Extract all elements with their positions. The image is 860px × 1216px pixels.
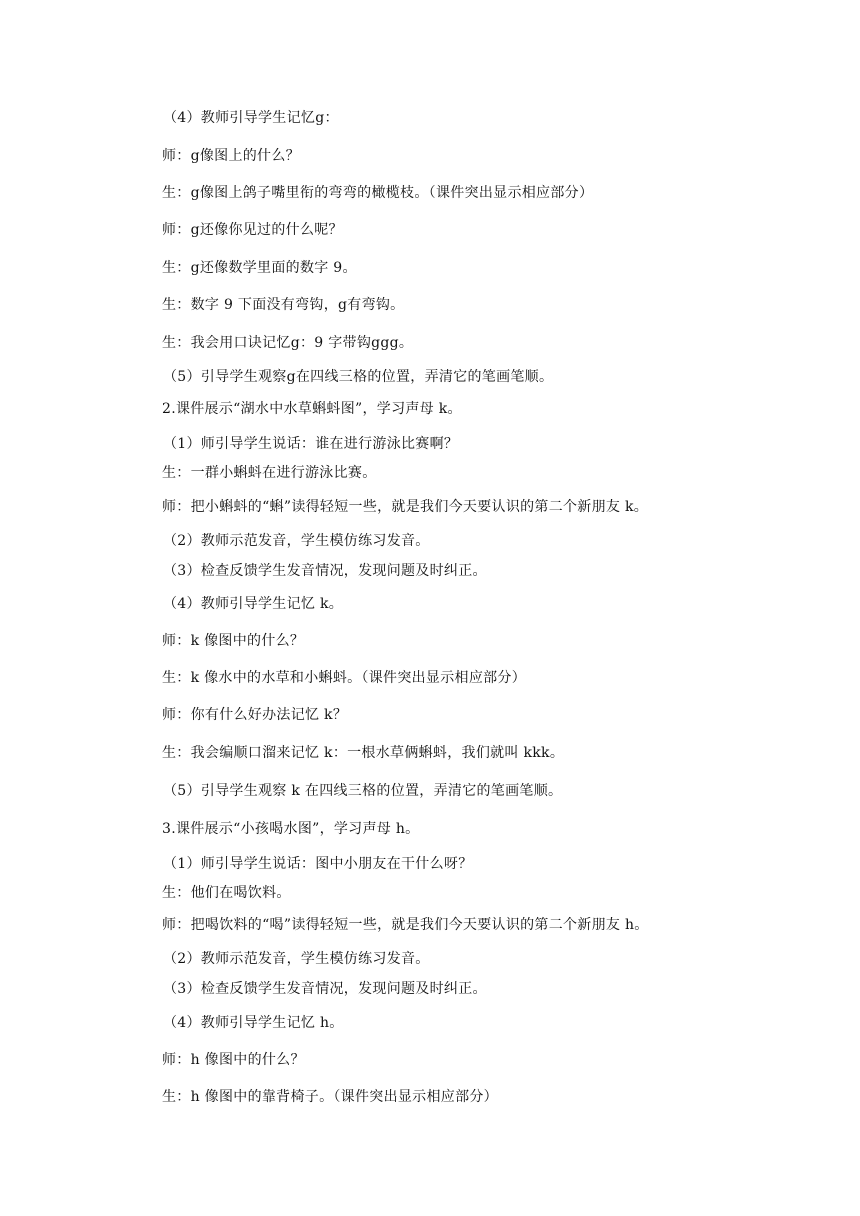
text-line: （2）教师示范发音，学生模仿练习发音。 [163, 533, 430, 549]
text-line: 生：他们在喝饮料。 [162, 885, 291, 901]
text-line: 师：你有什么好办法记忆 k？ [162, 707, 348, 723]
text-line: 生：我会用口诀记忆g：9 字带钩ggg。 [162, 335, 414, 351]
text-line: 生：h 像图中的靠背椅子。（课件突出显示相应部分） [162, 1089, 498, 1105]
text-line: 生：一群小蝌蚪在进行游泳比赛。 [162, 465, 377, 481]
text-line: 生：数字 9 下面没有弯钩，g有弯钩。 [162, 297, 405, 313]
text-line: （5）引导学生观察g在四线三格的位置，弄清它的笔画笔顺。 [163, 369, 554, 385]
text-line: （4）教师引导学生记忆g： [163, 110, 339, 126]
section-heading: 2.课件展示“湖水中水草蝌蚪图”，学习声母 k。 [162, 401, 462, 417]
text-line: （3）检查反馈学生发音情况，发现问题及时纠正。 [163, 563, 487, 579]
text-line: （1）师引导学生说话：谁在进行游泳比赛啊？ [163, 436, 459, 452]
text-line: （1）师引导学生说话：图中小朋友在干什么呀？ [163, 856, 473, 872]
text-line: 生：我会编顺口溜来记忆 k：一根水草俩蝌蚪，我们就叫 kkk。 [162, 745, 565, 761]
text-line: （5）引导学生观察 k 在四线三格的位置，弄清它的笔画笔顺。 [163, 783, 563, 799]
text-line: 师：k 像图中的什么？ [162, 633, 305, 649]
text-line: 生：k 像水中的水草和小蝌蚪。（课件突出显示相应部分） [162, 670, 527, 686]
text-line: （3）检查反馈学生发音情况，发现问题及时纠正。 [163, 981, 487, 997]
text-line: 生：g还像数学里面的数字 9。 [162, 260, 357, 276]
text-line: （4）教师引导学生记忆 k。 [163, 596, 344, 612]
text-line: 师：把小蝌蚪的“蝌”读得轻短一些，就是我们今天要认识的第二个新朋友 k。 [162, 499, 649, 515]
text-line: 师：g像图上的什么？ [162, 148, 300, 164]
text-line: 师：g还像你见过的什么呢？ [162, 222, 343, 238]
text-line: 师：把喝饮料的“喝”读得轻短一些，就是我们今天要认识的第二个新朋友 h。 [162, 917, 649, 933]
text-line: （4）教师引导学生记忆 h。 [163, 1015, 344, 1031]
section-heading: 3.课件展示“小孩喝水图”，学习声母 h。 [162, 821, 420, 837]
text-line: 生：g像图上鸽子嘴里衔的弯弯的橄榄枝。（课件突出显示相应部分） [162, 185, 594, 201]
text-line: （2）教师示范发音，学生模仿练习发音。 [163, 951, 430, 967]
text-line: 师：h 像图中的什么？ [162, 1052, 305, 1068]
